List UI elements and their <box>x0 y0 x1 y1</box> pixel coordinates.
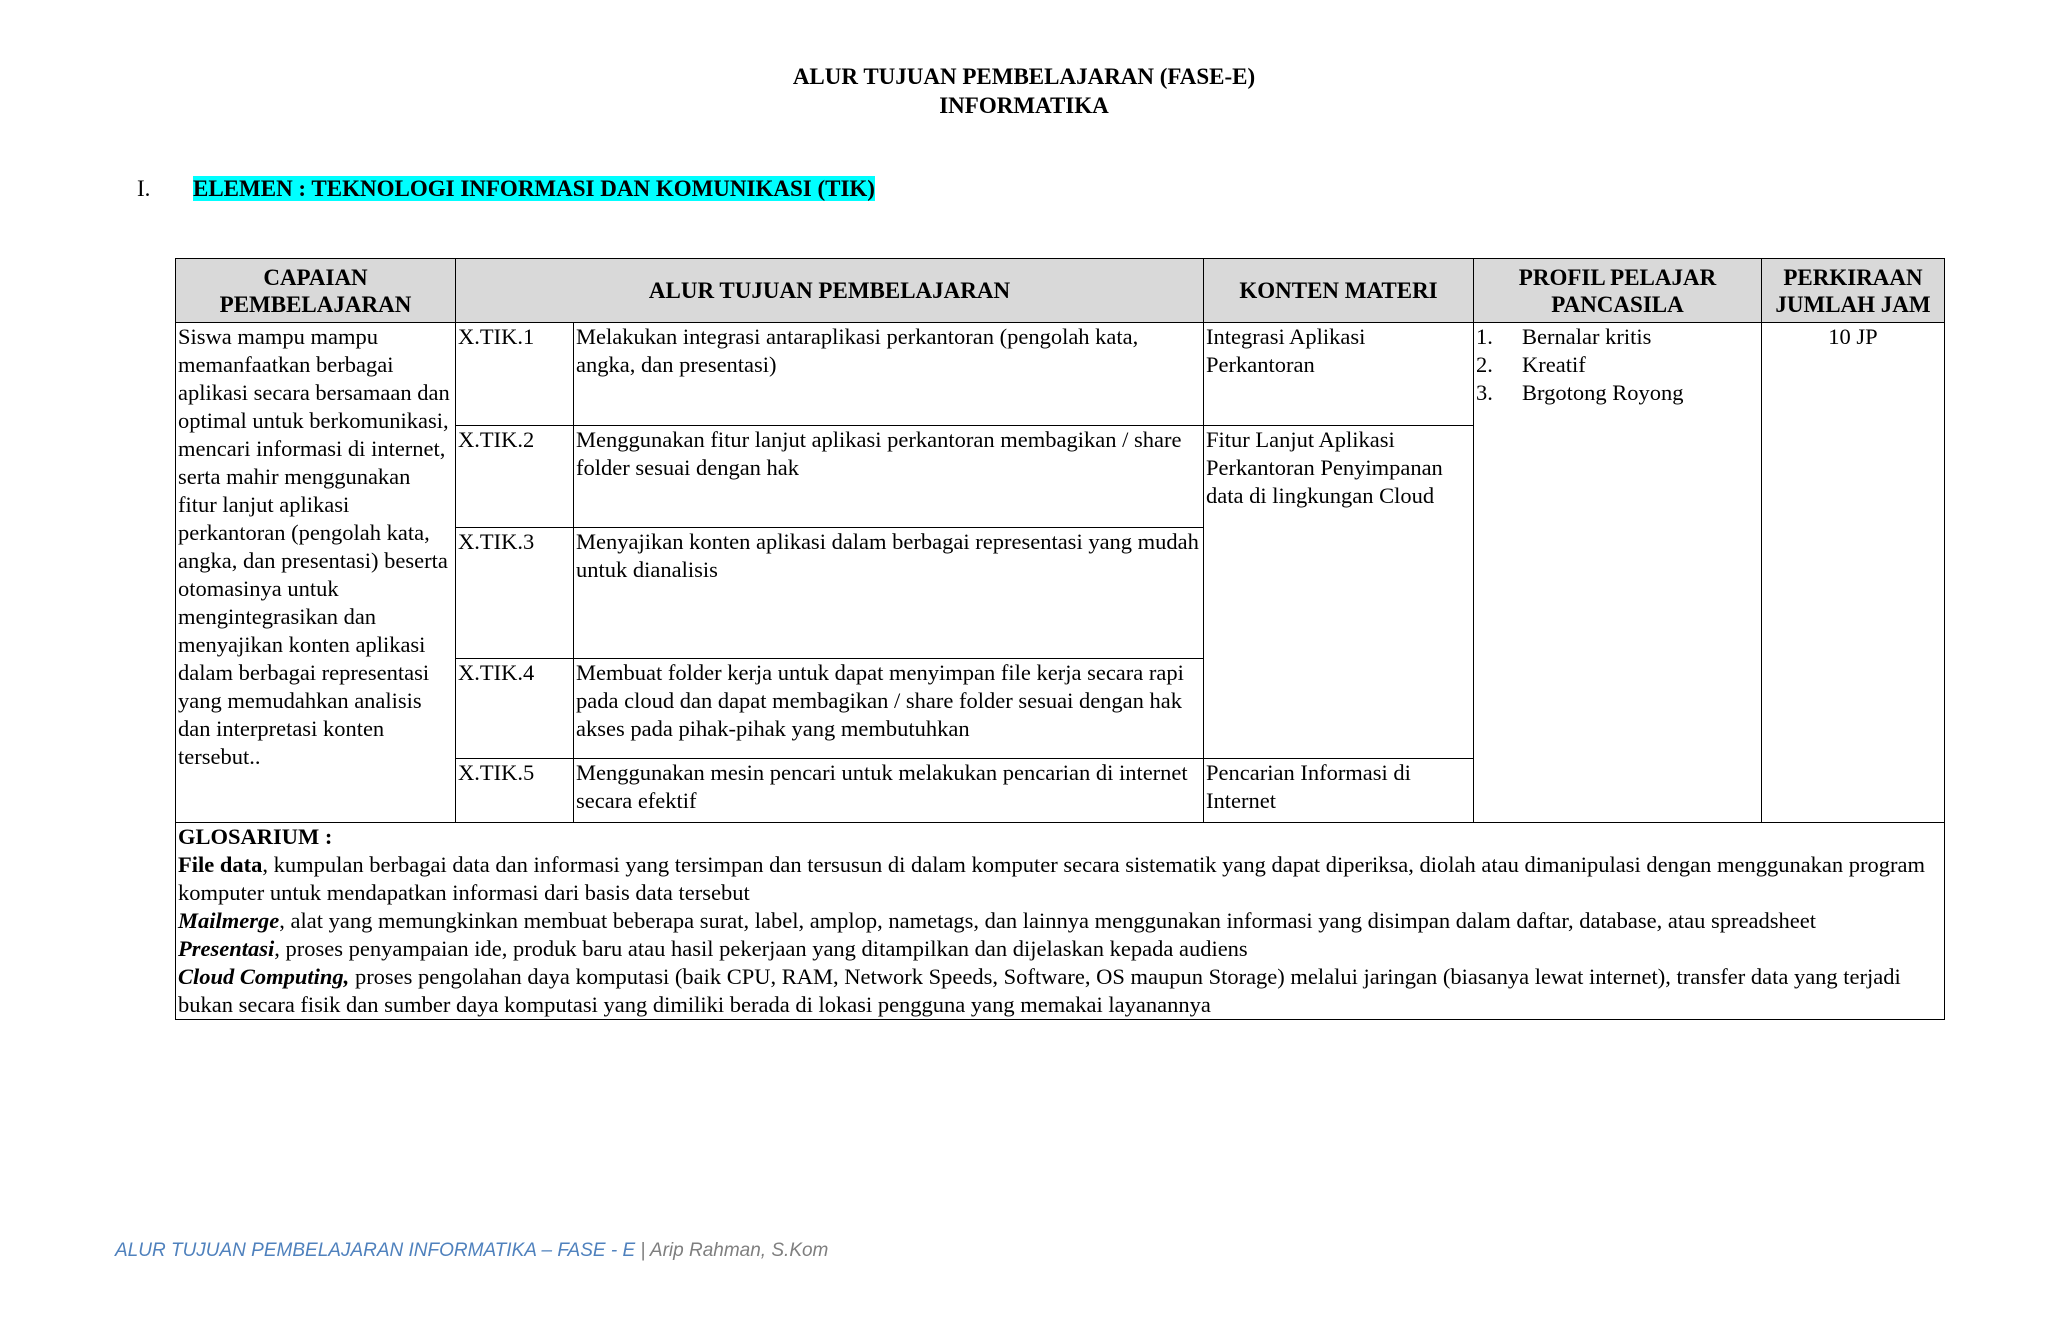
tp-code: X.TIK.1 <box>456 323 574 426</box>
glosarium-definition: , alat yang memungkinkan membuat beberapa surat, label, amplop, nametags, dan lainnya menggunakan informasi yang disimpan dalam daftar, database, atau spreadsheet <box>279 908 1816 933</box>
glosarium-term: File data <box>178 852 263 877</box>
footer-separator: | <box>635 1240 650 1261</box>
konten-cell: Fitur Lanjut Aplikasi Perkantoran Penyimpanan data di lingkungan Cloud <box>1204 426 1474 759</box>
glosarium-term: Presentasi <box>178 936 275 961</box>
tp-code: X.TIK.4 <box>456 659 574 759</box>
list-item: 2. Kreatif <box>1476 352 1586 377</box>
glosarium-entry <box>178 851 1942 907</box>
section-title: ELEMEN : TEKNOLOGI INFORMASI DAN KOMUNIKASI (TIK) <box>193 176 875 201</box>
capaian-cell: Siswa mampu mampu memanfaatkan berbagai aplikasi secara bersamaan dan optimal untuk berkomunikasi, mencari informasi di internet, serta mahir menggunakan fitur lanjut aplikasi perkantoran (pengolah kata, angka, dan presentasi) beserta otomasinya untuk mengintegrasikan dan menyajikan konten aplikasi dalam berbagai representasi yang memudahkan analisis dan interpretasi konten tersebut.. <box>176 323 456 823</box>
list-item: 3. Brgotong Royong <box>1476 380 1684 405</box>
title-line-2: INFORMATIKA <box>939 93 1109 118</box>
header-konten: KONTEN MATERI <box>1204 259 1474 323</box>
profil-list <box>1476 323 1759 407</box>
header-jam: PERKIRAAN JUMLAH JAM <box>1762 259 1945 323</box>
glosarium-definition: proses pengolahan daya komputasi (baik CPU, RAM, Network Speeds, Software, OS maupun Storage) melalui jaringan (biasanya lewat internet), transfer data yang terjadi bukan secara fisik dan sumber daya komputasi yang dimiliki berada di lokasi pengguna yang memakai layanannya <box>178 964 1901 1017</box>
document-title <box>0 62 2048 120</box>
konten-cell: Integrasi Aplikasi Perkantoran <box>1204 323 1474 426</box>
glosarium-row <box>176 823 1945 1020</box>
tp-code: X.TIK.5 <box>456 759 574 823</box>
section-heading <box>137 174 875 203</box>
header-capaian: CAPAIAN PEMBELAJARAN <box>176 259 456 323</box>
glosarium-term: Cloud Computing, <box>178 964 350 989</box>
table-row <box>176 323 1945 426</box>
glosarium-title: GLOSARIUM : <box>178 824 333 849</box>
glosarium-definition: , proses penyampaian ide, produk baru atau hasil pekerjaan yang ditampilkan dan dijelaskan kepada audiens <box>274 936 1248 961</box>
table-header-row <box>176 259 1945 323</box>
tp-text: Menyajikan konten aplikasi dalam berbagai representasi yang mudah untuk dianalisis <box>574 528 1204 659</box>
header-profil: PROFIL PELAJAR PANCASILA <box>1474 259 1762 323</box>
glosarium-entry <box>178 935 1942 963</box>
tp-text: Menggunakan mesin pencari untuk melakukan pencarian di internet secara efektif <box>574 759 1204 823</box>
jam-cell: 10 JP <box>1762 323 1945 823</box>
tp-text: Menggunakan fitur lanjut aplikasi perkantoran membagikan / share folder sesuai dengan hak <box>574 426 1204 528</box>
list-item: 1. Bernalar kritis <box>1476 324 1652 349</box>
glosarium-definition: , kumpulan berbagai data dan informasi yang tersimpan dan tersusun di dalam komputer secara sistematik yang dapat diperiksa, diolah atau dimanipulasi dengan menggunakan program komputer untuk mendapatkan informasi dari basis data tersebut <box>178 852 1926 905</box>
page-footer <box>115 1240 828 1262</box>
tp-text: Melakukan integrasi antaraplikasi perkantoran (pengolah kata, angka, dan presentasi) <box>574 323 1204 426</box>
title-line-1: ALUR TUJUAN PEMBELAJARAN (FASE-E) <box>792 64 1256 89</box>
glosarium-entry <box>178 963 1942 1019</box>
atp-table <box>175 258 1945 1020</box>
tp-code: X.TIK.2 <box>456 426 574 528</box>
footer-author: Arip Rahman, S.Kom <box>649 1240 829 1261</box>
glosarium-cell <box>176 823 1945 1020</box>
profil-cell <box>1474 323 1762 823</box>
tp-text: Membuat folder kerja untuk dapat menyimpan file kerja secara rapi pada cloud dan dapat membagikan / share folder sesuai dengan hak akses pada pihak-pihak yang membutuhkan <box>574 659 1204 759</box>
konten-cell: Pencarian Informasi di Internet <box>1204 759 1474 823</box>
glosarium-entry <box>178 907 1942 935</box>
tp-code: X.TIK.3 <box>456 528 574 659</box>
footer-title: ALUR TUJUAN PEMBELAJARAN INFORMATIKA – FASE - E <box>115 1240 636 1261</box>
glosarium-term: Mailmerge <box>178 908 280 933</box>
section-number: I. <box>137 176 151 201</box>
header-alur: ALUR TUJUAN PEMBELAJARAN <box>456 259 1204 323</box>
